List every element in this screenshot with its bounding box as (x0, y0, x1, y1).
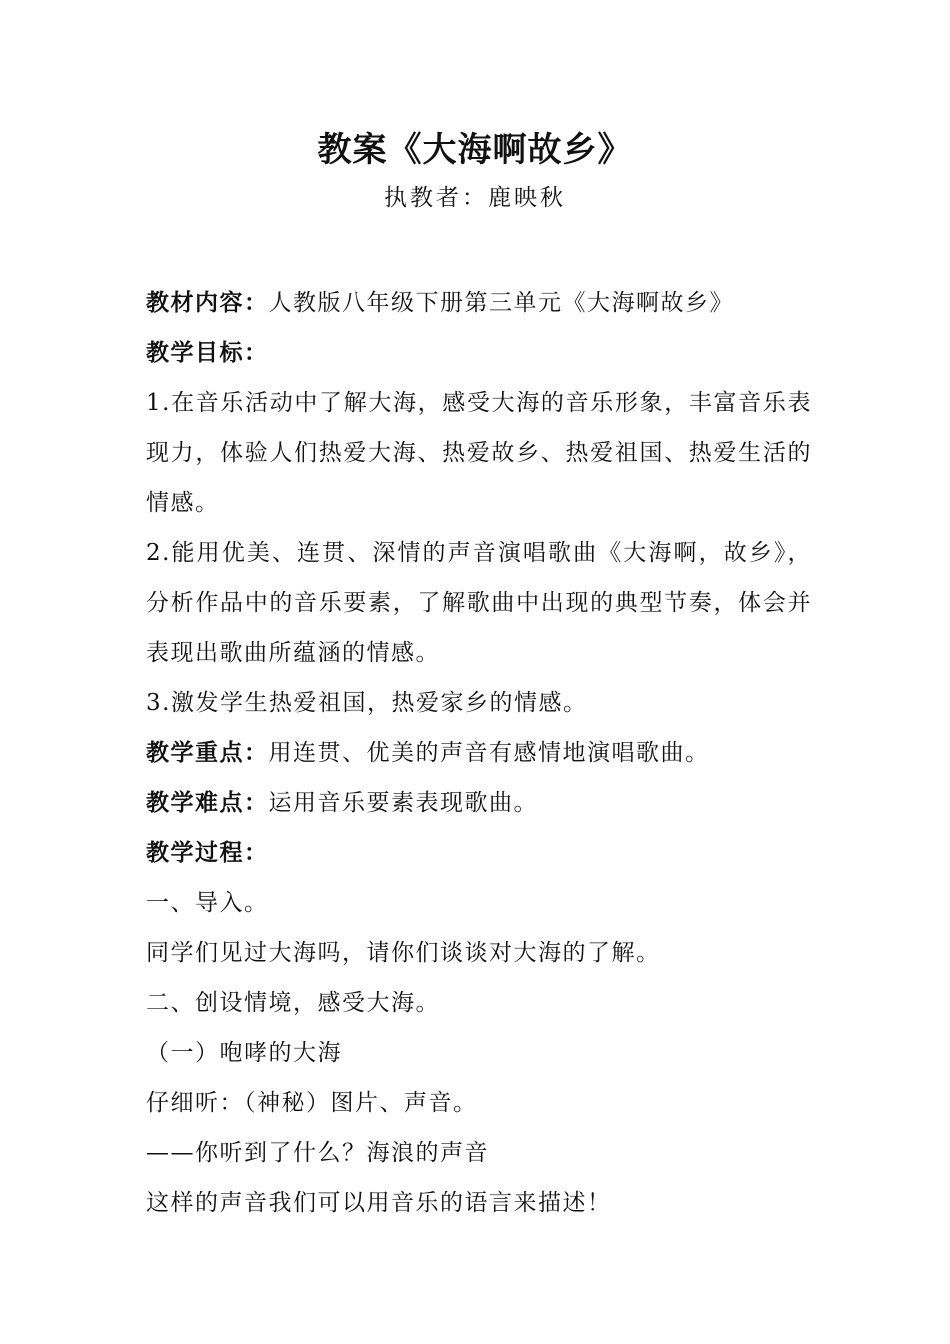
author-line: 执教者：鹿映秋 (384, 185, 566, 211)
difficulty-line (146, 778, 812, 828)
process-label: 教学过程： (146, 840, 269, 866)
key-point-line (146, 728, 812, 778)
listen-line: 仔细听：（神秘）图片、声音。 (146, 1090, 478, 1116)
section-1-heading: 一、导入。 (146, 890, 269, 916)
material-text: 人教版八年级下册第三单元《大海啊故乡》 (268, 290, 734, 316)
goal-3: 3.激发学生热爱祖国，热爱家乡的情感。 (146, 690, 588, 716)
material-line (146, 278, 812, 328)
section-1-text: 同学们见过大海吗，请你们谈谈对大海的了解。 (146, 940, 661, 966)
document-title: 教案《大海啊故乡》 (317, 130, 633, 170)
goals-label: 教学目标： (146, 340, 269, 366)
goals-heading (146, 328, 812, 378)
section-2-heading: 二、创设情境，感受大海。 (146, 990, 440, 1016)
process-heading (146, 828, 812, 878)
goal-2: 2.能用优美、连贯、深情的声音演唱歌曲《大海啊，故乡》，分析作品中的音乐要素，了解歌曲中出现的典型节奏，体会并表现出歌曲所蕴涵的情感。 (146, 540, 812, 666)
key-point-label: 教学重点： (146, 740, 269, 766)
difficulty-text: 运用音乐要素表现歌曲。 (268, 790, 538, 816)
subsection-1-heading: （一）咆哮的大海 (146, 1040, 342, 1066)
lesson-body (146, 278, 812, 1228)
describe-line: 这样的声音我们可以用音乐的语言来描述！ (146, 1190, 612, 1216)
question-line: ——你听到了什么？海浪的声音 (146, 1140, 489, 1166)
goal-1: 1.在音乐活动中了解大海，感受大海的音乐形象，丰富音乐表现力，体验人们热爱大海、热爱故乡、热爱祖国、热爱生活的情感。 (146, 390, 812, 516)
difficulty-label: 教学难点： (146, 790, 269, 816)
key-point-text: 用连贯、优美的声音有感情地演唱歌曲。 (268, 740, 710, 766)
material-label: 教材内容： (146, 290, 269, 316)
